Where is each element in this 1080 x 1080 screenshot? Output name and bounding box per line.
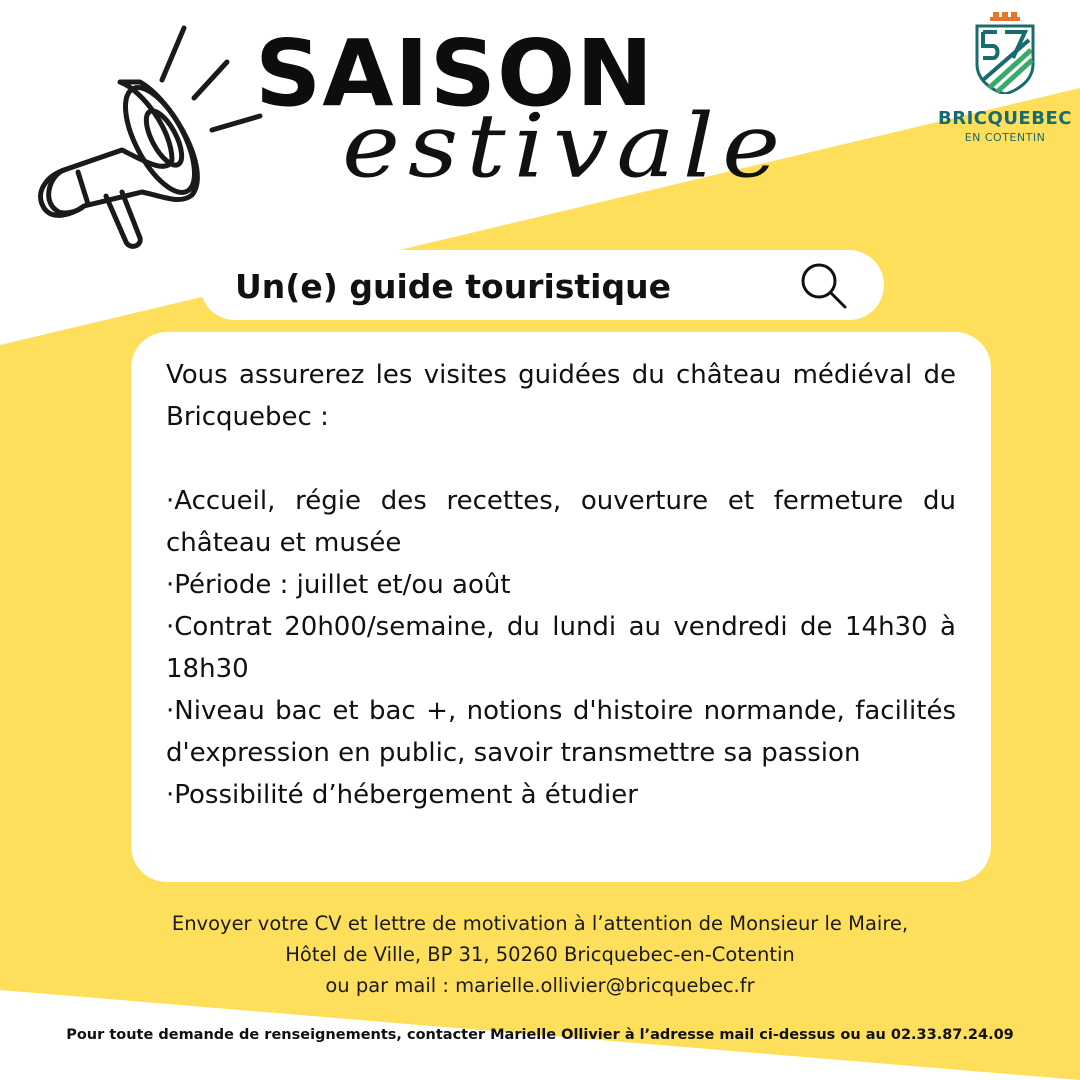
application-instructions: [60, 908, 1020, 1001]
bullet-item: ·Contrat 20h00/semaine, du lundi au vendredi de 14h30 à 18h30: [166, 612, 956, 684]
bullet-item: ·Période : juillet et/ou août: [166, 570, 511, 600]
intro-text: Vous assurerez les visites guidées du château médiéval de Bricquebec :: [166, 360, 956, 432]
contact-info: Pour toute demande de renseignements, contacter Marielle Ollivier à l’adresse mail ci-dessus ou au 02.33.87.24.09: [66, 1027, 1014, 1043]
job-title-pill: [200, 250, 884, 320]
logo-subtitle: EN COTENTIN: [964, 131, 1046, 144]
logo-name: BRICQUEBEC: [938, 108, 1072, 129]
title-script: estivale: [342, 95, 789, 199]
bullet-item: ·Accueil, régie des recettes, ouverture et fermeture du château et musée: [166, 486, 956, 558]
bullet-item: ·Niveau bac et bac +, notions d'histoire normande, facilités d'expression en public, savoir transmettre sa passion: [166, 696, 956, 768]
town-emblem-icon: [975, 12, 1035, 94]
apply-line: ou par mail : marielle.ollivier@bricquebec.fr: [325, 974, 755, 997]
bricquebec-logo: [935, 12, 1075, 152]
job-title: Un(e) guide touristique: [235, 267, 671, 306]
megaphone-icon: [22, 20, 282, 260]
bullet-item: ·Possibilité d’hébergement à étudier: [166, 780, 638, 810]
apply-line: Hôtel de Ville, BP 31, 50260 Bricquebec-en-Cotentin: [285, 943, 795, 966]
title: SAISON: [255, 20, 655, 127]
job-description-card: [131, 332, 991, 882]
apply-line: Envoyer votre CV et lettre de motivation à l’attention de Monsieur le Maire,: [171, 912, 909, 935]
search-icon: [797, 259, 851, 313]
job-description: [166, 354, 956, 816]
